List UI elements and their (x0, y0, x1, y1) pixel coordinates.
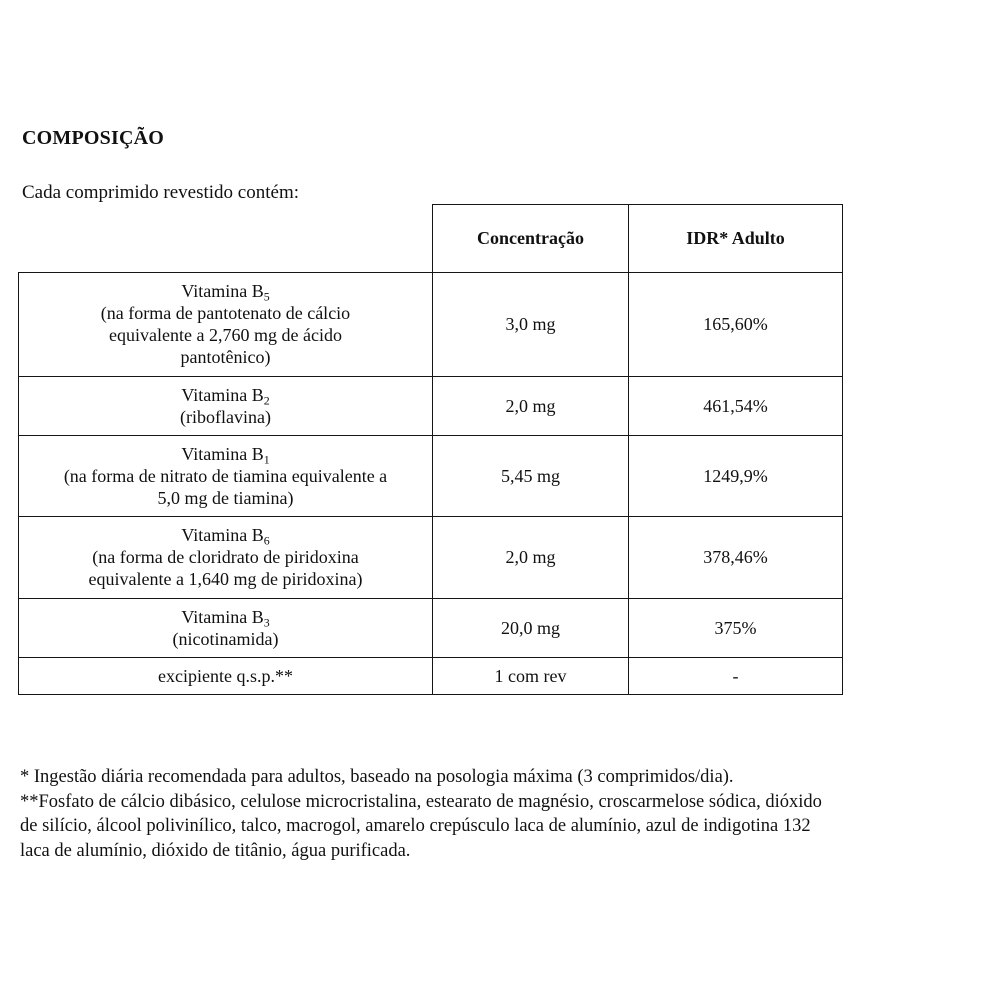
subscript: 1 (263, 452, 270, 467)
idr-cell: 165,60% (629, 273, 843, 377)
concentration-cell: 3,0 mg (433, 273, 629, 377)
ingredient-detail-line: equivalente a 2,760 mg de ácido (109, 325, 342, 346)
table-row (19, 376, 843, 435)
subscript: 6 (263, 533, 270, 548)
ingredient-name-cell (19, 598, 433, 657)
idr-cell: - (629, 657, 843, 694)
ingredient-detail-line: (nicotinamida) (172, 628, 279, 649)
ingredient-detail-line: (na forma de pantotenato de cálcio (100, 303, 351, 324)
footnote-idr-definition: * Ingestão diária recomendada para adultos, baseado na posologia máxima (3 comprimidos/dia). (20, 767, 734, 787)
concentration-cell: 2,0 mg (433, 376, 629, 435)
idr-cell: 378,46% (629, 517, 843, 598)
page-title: COMPOSIÇÃO (22, 127, 164, 149)
subscript: 2 (263, 392, 270, 407)
ingredient-detail-line: (na forma de nitrato de tiamina equivalente a (63, 465, 388, 486)
ingredient-detail-line: 5,0 mg de tiamina) (157, 488, 294, 508)
ingredient-title: Vitamina $B_5$ (181, 281, 270, 304)
ingredient-name-cell (19, 273, 433, 377)
ingredient-title: excipiente q.s.p.** (158, 665, 293, 686)
ingredient-title: Vitamina $B_3$ (181, 606, 270, 629)
subscript: 3 (263, 614, 270, 629)
ingredient-detail-line: equivalente a 1,640 mg de piridoxina) (88, 569, 363, 590)
concentration-cell: 20,0 mg (433, 598, 629, 657)
ingredient-detail-line: (na forma de cloridrato de piridoxina (92, 547, 359, 568)
ingredient-name-cell (19, 657, 433, 694)
footnote-excipients-line-1: **Fosfato de cálcio dibásico, celulose microcristalina, estearato de magnésio, croscarmelose sódica, dióxido (20, 791, 822, 812)
ingredient-title: Vitamina $B_1$ (181, 443, 270, 467)
table-row (19, 598, 843, 657)
table-header-idr: IDR* Adulto (629, 205, 843, 273)
concentration-cell: 5,45 mg (433, 435, 629, 516)
table-row (19, 657, 843, 694)
concentration-cell: 1 com rev (433, 657, 629, 694)
table-row (19, 273, 843, 377)
ingredient-name-cell (19, 376, 433, 435)
ingredient-detail-line: (riboflavina) (180, 406, 271, 427)
table-header-row (19, 205, 843, 273)
table-row (19, 517, 843, 598)
idr-cell: 461,54% (629, 376, 843, 435)
idr-cell: 1249,9% (629, 435, 843, 516)
footnote-excipients-line-2: de silício, álcool polivinílico, talco, macrogol, amarelo crepúsculo laca de alumínio, azul de indigotina 132 (20, 816, 811, 837)
ingredient-name-cell (19, 435, 433, 516)
table-row (19, 435, 843, 516)
concentration-cell: 2,0 mg (433, 517, 629, 598)
footnotes (20, 765, 982, 863)
composition-table (18, 204, 843, 695)
ingredient-title: Vitamina $B_6$ (181, 525, 270, 548)
idr-cell: 375% (629, 598, 843, 657)
ingredient-name-cell (19, 517, 433, 598)
ingredient-detail-line: pantotênico) (180, 347, 271, 368)
ingredient-title: Vitamina $B_2$ (181, 384, 270, 407)
table-header-concentration: Concentração (433, 205, 629, 273)
subscript: 5 (263, 289, 270, 304)
intro-text: Cada comprimido revestido contém: (22, 182, 300, 203)
table-header-blank-corner (19, 205, 433, 273)
footnote-excipients-line-3: laca de alumínio, dióxido de titânio, água purificada. (20, 840, 411, 861)
